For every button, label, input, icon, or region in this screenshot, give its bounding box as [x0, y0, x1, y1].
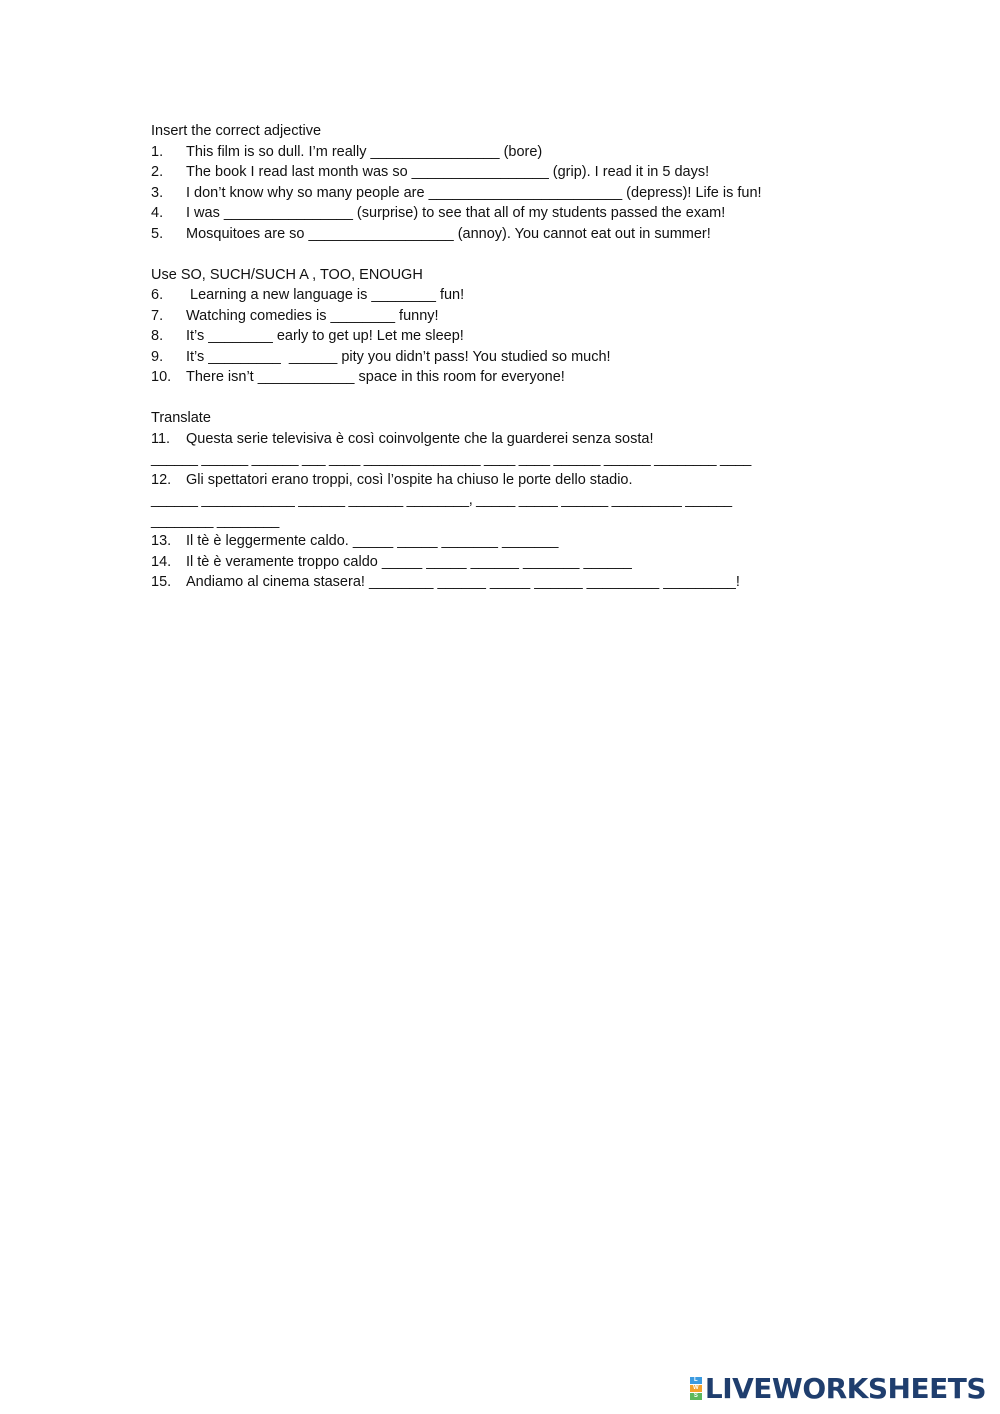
spacer: [151, 244, 811, 265]
question-10: 10. There isn’t ____________ space in this room for everyone!: [151, 369, 565, 385]
question-5: 5. Mosquitoes are so __________________ (annoy). You cannot eat out in summer!: [151, 225, 711, 242]
question-15: 15. Andiamo al cinema stasera! ________ ______ _____ ______ _________ _________!: [151, 574, 740, 590]
liveworksheets-icon: L W S: [690, 1377, 702, 1401]
worksheet: [151, 121, 811, 593]
spacer: [151, 388, 811, 409]
answer-blanks-12a[interactable]: ______ ____________ ______ _______ ________, _____ _____ ______ _________ ______: [151, 492, 732, 508]
section-heading-so-such: Use SO, SUCH/SUCH A , TOO, ENOUGH: [151, 266, 423, 283]
question-6: 6. Learning a new language is ________ fun!: [151, 287, 465, 303]
question-4: 4. I was ________________ (surprise) to see that all of my students passed the exam!: [151, 205, 726, 221]
brand-name: LIVEWORKSHEETS: [704, 1372, 986, 1405]
answer-blanks-12b[interactable]: ________ ________: [151, 512, 279, 529]
question-9: 9. It’s _________ ______ pity you didn’t pass! You studied so much!: [151, 348, 611, 365]
section-heading-adjective: Insert the correct adjective: [151, 123, 322, 139]
section-heading-translate: Translate: [151, 410, 211, 426]
question-1: 1. This film is so dull. I’m really ________________ (bore): [151, 143, 543, 160]
question-3: 3. I don’t know why so many people are ________________________ (depress)! Life is fun!: [151, 184, 762, 201]
question-14: 14. Il tè è veramente troppo caldo _____ _____ ______ _______ ______: [151, 553, 632, 570]
answer-blanks-11[interactable]: ______ ______ ______ ___ ____ _______________ ____ ____ ______ ______ ________ ____: [151, 451, 752, 467]
question-13: 13. Il tè è leggermente caldo. _____ _____ _______ _______: [151, 533, 559, 549]
liveworksheets-logo: [690, 1374, 986, 1404]
question-12: 12. Gli spettatori erano troppi, così l’ospite ha chiuso le porte dello stadio.: [151, 471, 633, 488]
question-8: 8. It’s ________ early to get up! Let me sleep!: [151, 328, 464, 344]
question-7: 7. Watching comedies is ________ funny!: [151, 307, 439, 324]
question-11: 11. Questa serie televisiva è così coinvolgente che la guarderei senza sosta!: [151, 430, 654, 447]
question-2: 2. The book I read last month was so _________________ (grip). I read it in 5 days!: [151, 164, 710, 180]
